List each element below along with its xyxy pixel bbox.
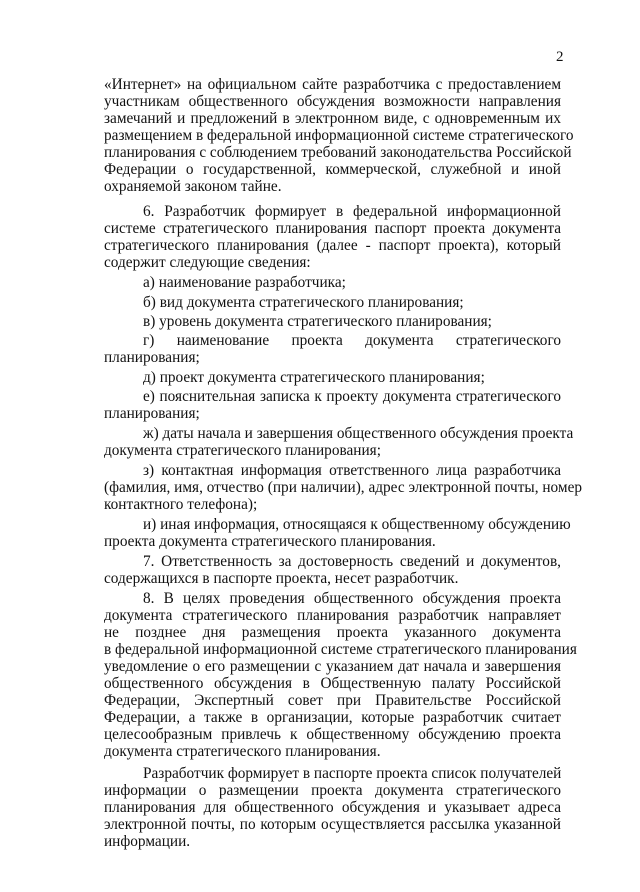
text-line: (фамилия, имя, отчество (при наличии), адрес электронной почты, номер bbox=[104, 479, 583, 496]
text-line: е) пояснительная записка к проекту документа стратегического bbox=[143, 388, 561, 405]
text-line: информации. bbox=[104, 833, 191, 850]
text-line: Разработчик формирует в паспорте проекта список получателей bbox=[143, 765, 562, 782]
text-line: содержащихся в паспорте проекта, несет разработчик. bbox=[104, 570, 459, 587]
text-line: информации о размещении проекта документа стратегического bbox=[104, 782, 561, 799]
page-number: 2 bbox=[556, 49, 564, 65]
text-line: содержит следующие сведения: bbox=[104, 254, 311, 271]
text-line: размещением в федеральной информационной системе стратегического bbox=[104, 127, 574, 144]
text-line: г) наименование проекта документа стратегического bbox=[143, 332, 561, 349]
text-line: системе стратегического планирования паспорт проекта документа bbox=[104, 220, 561, 237]
text-line: ж) даты начала и завершения общественного обсуждения проекта bbox=[143, 425, 574, 442]
text-line: 7. Ответственность за достоверность сведений и документов, bbox=[143, 553, 561, 570]
text-line: планирования для общественного обсуждения и указывает адреса bbox=[104, 799, 561, 816]
text-line: планирования с соблюдением требований законодательства Российской bbox=[104, 144, 572, 161]
text-line: а) наименование разработчика; bbox=[143, 274, 346, 291]
text-line: замечаний и предложений в электронном виде, с одновременным их bbox=[104, 110, 561, 127]
text-line: общественного обсуждения в Общественную палату Российской bbox=[104, 675, 561, 692]
text-line: Федерации, Экспертный совет при Правительстве Российской bbox=[104, 692, 561, 709]
text-line: документа стратегического планирования; bbox=[104, 442, 381, 459]
text-line: не позднее дня размещения проекта указанного документа bbox=[104, 624, 561, 641]
text-line: проекта документа стратегического планирования. bbox=[104, 533, 436, 550]
text-line: контактного телефона); bbox=[104, 496, 258, 513]
text-line: з) контактная информация ответственного лица разработчика bbox=[143, 462, 561, 479]
text-line: планирования; bbox=[104, 349, 200, 366]
text-line: д) проект документа стратегического планирования; bbox=[143, 369, 485, 386]
text-line: уведомление о его размещении с указанием дат начала и завершения bbox=[104, 658, 561, 675]
text-line: б) вид документа стратегического планирования; bbox=[143, 294, 464, 311]
text-line: охраняемой законом тайне. bbox=[104, 178, 282, 195]
text-line: в) уровень документа стратегического планирования; bbox=[143, 313, 492, 330]
text-line: электронной почты, по которым осуществляется рассылка указанной bbox=[104, 816, 561, 833]
text-line: и) иная информация, относящаяся к общественному обсуждению bbox=[143, 516, 571, 533]
text-line: стратегического планирования (далее - паспорт проекта), который bbox=[104, 237, 561, 254]
text-line: 6. Разработчик формирует в федеральной информационной bbox=[143, 203, 561, 220]
text-line: целесообразным привлечь к общественному обсуждению проекта bbox=[104, 726, 561, 743]
text-line: документа стратегического планирования. bbox=[104, 743, 381, 760]
text-line: «Интернет» на официальном сайте разработчика с предоставлением bbox=[104, 76, 561, 93]
text-line: Федерации, а также в организации, которые разработчик считает bbox=[104, 709, 561, 726]
text-line: планирования; bbox=[104, 405, 200, 422]
text-line: 8. В целях проведения общественного обсуждения проекта bbox=[143, 590, 561, 607]
text-line: Федерации о государственной, коммерческой, служебной и иной bbox=[104, 161, 561, 178]
text-line: в федеральной информационной системе стратегического планирования bbox=[104, 641, 577, 658]
text-line: участникам общественного обсуждения возможности направления bbox=[104, 93, 561, 110]
text-line: документа стратегического планирования разработчик направляет bbox=[104, 607, 561, 624]
